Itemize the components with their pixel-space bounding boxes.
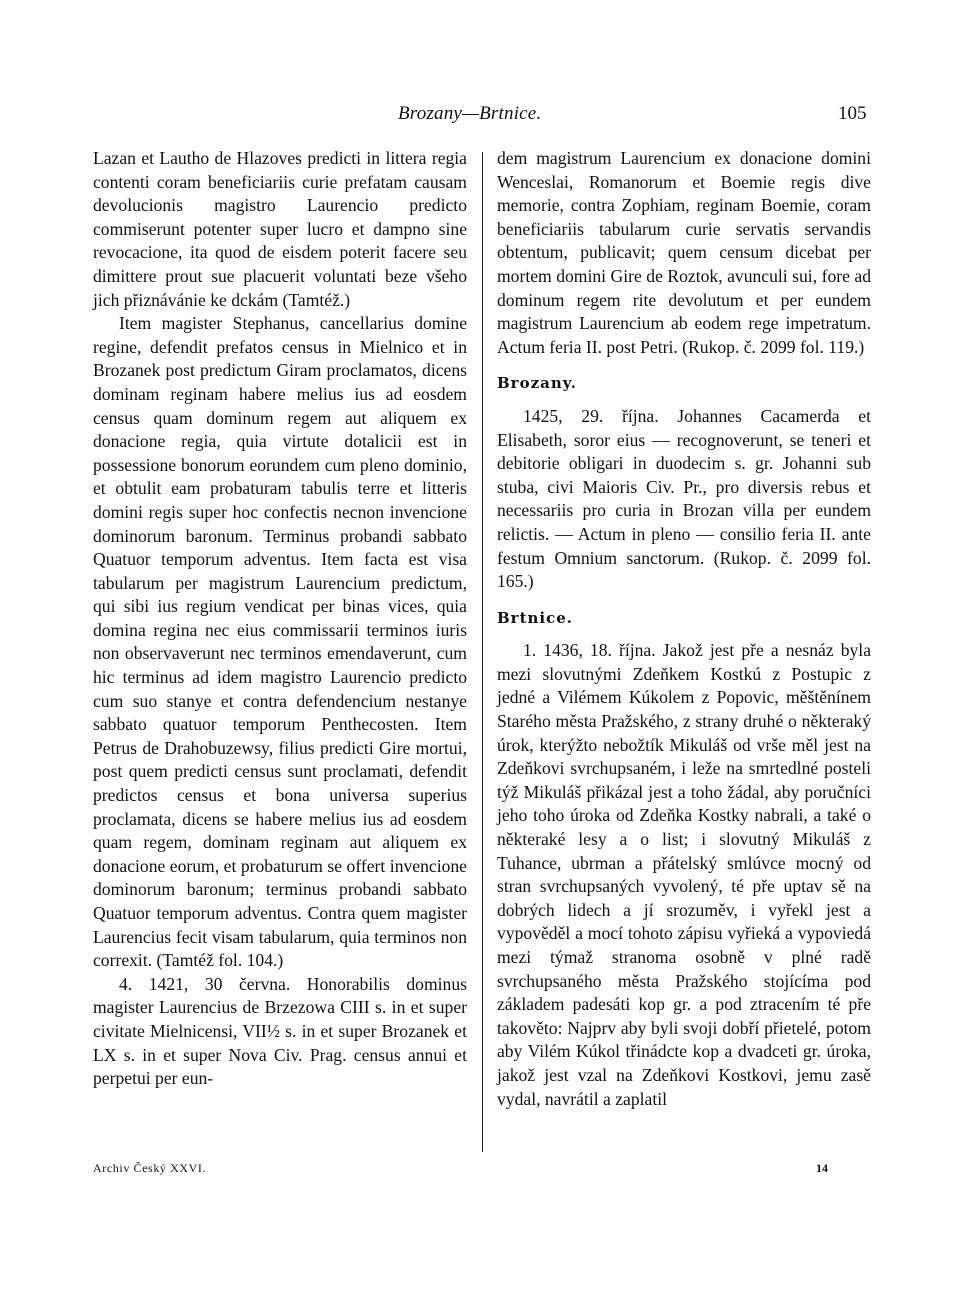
left-paragraph-3: 4. 1421, 30 června. Honorabilis dominus magister Laurencius de Brzezowa CIII s. in et super civitate Mielnicensi, VII½ s. in et super Brozanek et LX s. in et super Nova Civ. Prag. census annui et perpetui per eun- [93, 973, 467, 1089]
running-header [0, 100, 960, 130]
page-number: 105 [838, 103, 867, 124]
right-paragraph-1: dem magistrum Laurencium ex donacione domini Wenceslai, Romanorum et Boemie regis dive memorie, contra Zophiam, reginam Boemie, coram beneficiariis tabularum curie servatis servandis obtentum, publicavit; quem censum dicebat per mortem domini Gire de Roztok, avunculi sui, fore ad dominum regem rite devolutum et per eundem magistrum Laurencium ab eodem rege impetratum. Actum feria II. post Petri. (Rukop. č. 2099 fol. 119.) [497, 148, 871, 357]
section-heading-brozany: Brozany. [497, 374, 577, 393]
left-paragraph-2: Item magister Stephanus, cancellarius domine regine, defendit prefatos census in Mielnico et in Brozanek post predictum Giram proclamatos, dicens dominam reginam habere melius ius ad eosdem census quam dominum regem aut aliquem ex donacione regia, quia virtute dotalicii est in possessione bonorum eorundem cum pleno dominio, et obtulit eam probaturam tabulis terre et litteris domini regis super hoc confectis necnon invencione dominorum baronum. Terminus probandi sabbato Quatuor temporum adventus. Item facta est visa tabularum per magistrum Laurencium predictum, qui sibi ius regium vendicat per binas vices, quia domina regina nec eius commissarii terminos iuris non observaverunt nec terminos emendaverunt, cum hic terminus ad idem magistro Laurencio predicto cum suo stanye et contra defendencium nestanye sabbato quatuor temporum Penthecosten. Item Petrus de Drahobuzewsy, filius predicti Gire mortui, post quem predicti census sunt proclamati, defendit predictos census et bona universa superius proclamata, dicens se habere melius ius ad eosdem quam regem, dominam reginam aut aliquem ex donacione eorum, et probaturum se offert invencione dominorum baronum; terminus probandi sabbato Quatuor temporum adventus. Contra quem magister Laurencius fecit visam tabularum, quia terminos non correxit. (Tamtéž fol. 104.) [93, 313, 467, 971]
sheet-number: 14 [816, 1161, 828, 1175]
running-title: Brozany—Brtnice. [398, 103, 542, 124]
right-column [497, 147, 871, 1111]
signature-mark: Archiv Český XXVI. [93, 1161, 207, 1175]
left-column [93, 147, 467, 1091]
left-paragraph-1: Lazan et Lautho de Hlazoves predicti in littera regia contenti coram beneficiariis curie prefatam causam devolucionis magistro Laurencio predicto commiserunt potenter super lucro et dampno sine revocacione, ita quod de eisdem poterit facere seu dimittere prout sue placuerit voluntati beze všeho jich přiznávánie ke dckám (Tamtéž.) [93, 148, 467, 310]
section-heading-brtnice: Brtnice. [497, 608, 574, 627]
right-paragraph-3: 1. 1436, 18. října. Jakož jest pře a nesnáz byla mezi slovutnými Zdeňkem Kostkú z Postupic z jedné a Vilémem Kúkolem z Popovic, měštěnínem Starého města Pražského, z strany druhé o některaký úrok, kterýžto nebožtík Mikuláš od vrše měl jest na Zdeňkovi svrchupsaném, i leže na smrtedlné posteli týž Mikuláš přikázal jest a toho žádal, aby poručníci jeho toho úroka od Zdeňka Kostky nabrali, a také o některaké lesy a o list; i slovutný Mikuláš z Tuhance, ubrman a přátelský smlúvce mocný od stran svrchupsaných vyvolený, té pře uptav sě na dobrých lidech a jí srozuměv, i vyřekl jest a vypověděl a mocí tohoto zápisu vyřieká a vypoviedá mezi týmaž stranoma osobně v plné radě svrchupsaného města Pražského stojícíma pod základem padesáti kop gr. a pod ztracením té pře takověto: Najprv aby byli svoji dobří přietelé, potom aby Vilém Kúkol třinádcte kop a dvadceti gr. úroka, jakož jest vzal na Zdeňkovi Kostkovi, jemu zasě vydal, navrátil a zaplatil [497, 640, 871, 1109]
column-divider [482, 152, 483, 1152]
right-paragraph-2: 1425, 29. října. Johannes Cacamerda et Elisabeth, soror eius — recognoverunt, se teneri et debitorie obligari in duodecim s. gr. Johanni sub stuba, civi Maioris Civ. Pr., pro diversis rebus et necessariis pro curia in Brozan villa per eundem relictis. — Actum in pleno — consilio feria II. ante festum Omnium sanctorum. (Rukop. č. 2099 fol. 165.) [497, 405, 871, 592]
